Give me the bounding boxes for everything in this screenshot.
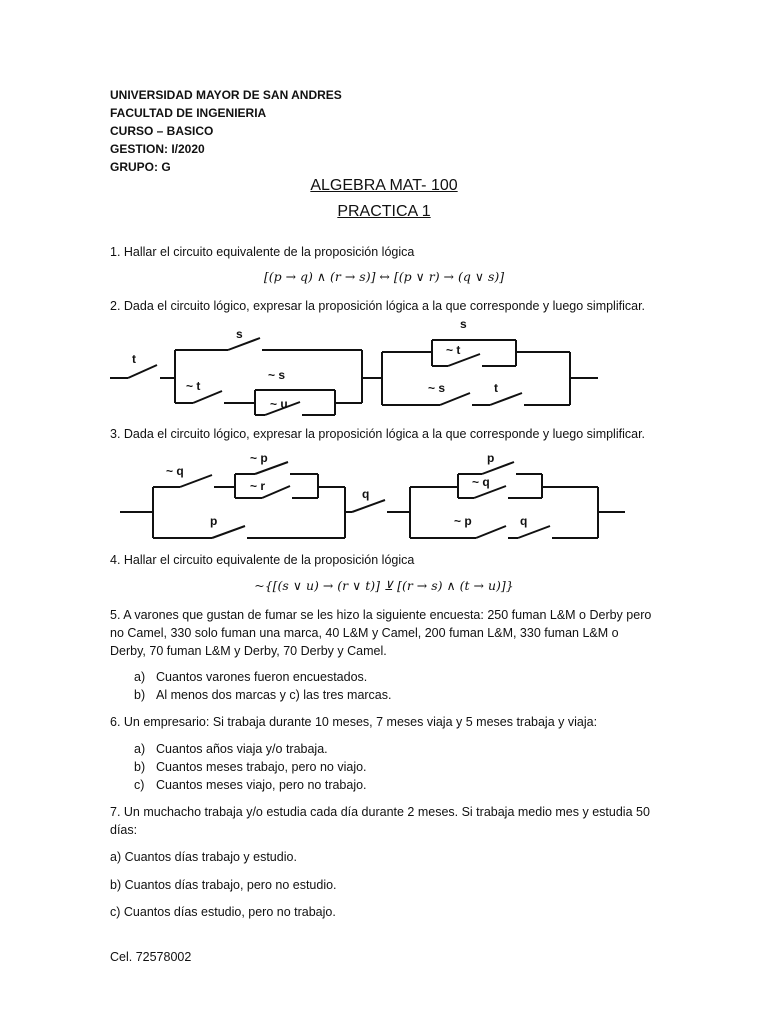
circuit-label: ~ u — [270, 397, 288, 411]
question-7-b: b) Cuantos días trabajo, pero no estudio. — [110, 878, 337, 892]
circuit-label: ~ s — [428, 381, 446, 395]
circuit-label: ~ p — [454, 514, 472, 528]
question-6: 6. Un empresario: Si trabaja durante 10 meses, 7 meses viaja y 5 meses trabaja y viaja: — [110, 715, 598, 729]
circuit-label: p — [210, 514, 218, 528]
question-2: 2. Dada el circuito lógico, expresar la proposición lógica a la que corresponde y luego simplificar. — [110, 299, 646, 313]
circuit-label: s — [236, 327, 243, 341]
header-course: CURSO – BASICO — [110, 124, 214, 138]
circuit-label: ~ t — [186, 379, 201, 393]
circuit-label: ~ t — [446, 343, 461, 357]
circuit-q2 — [110, 317, 598, 415]
question-7-c: c) Cuantos días estudio, pero no trabajo. — [110, 905, 336, 919]
circuit-label: q — [362, 487, 370, 501]
circuit-label: t — [132, 352, 136, 366]
list-item: a) Cuantos años viaja y/o trabaja. — [134, 742, 328, 756]
formula-1: [(p → q) ∧ (r → s)] ↔ [(p ∨ r) → (q ∨ s)] — [263, 269, 505, 284]
header-university: UNIVERSIDAD MAYOR DE SAN ANDRES — [110, 88, 342, 102]
question-7: 7. Un muchacho trabaja y/o estudia cada día durante 2 meses. Si trabaja medio mes y estudia 50 días: — [110, 805, 650, 837]
circuit-label: q — [520, 514, 528, 528]
circuit-label: ~ p — [250, 451, 268, 465]
formula-4: ~{[(s ∨ u) → (r ∨ t)] ⊻ [(r → s) ∧ (t → u)]} — [254, 578, 514, 593]
question-4: 4. Hallar el circuito equivalente de la proposición lógica — [110, 553, 415, 567]
page-title: ALGEBRA MAT- 100 — [310, 177, 458, 194]
list-item: c) Cuantos meses viajo, pero no trabajo. — [134, 778, 367, 792]
circuit-label: ~ s — [268, 368, 286, 382]
question-3: 3. Dada el circuito lógico, expresar la proposición lógica a la que corresponde y luego simplificar. — [110, 427, 646, 441]
list-item: b) Al menos dos marcas y c) las tres marcas. — [134, 688, 392, 702]
circuit-label: ~ r — [250, 479, 266, 493]
circuit-label: ~ q — [472, 475, 490, 489]
question-7-a: a) Cuantos días trabajo y estudio. — [110, 850, 297, 864]
circuit-label: t — [494, 381, 498, 395]
list-item: a) Cuantos varones fueron encuestados. — [134, 670, 368, 684]
circuit-q3 — [120, 451, 625, 538]
circuit-label: ~ q — [166, 464, 184, 478]
question-5: 5. A varones que gustan de fumar se les hizo la siguiente encuesta: 250 fuman L&M o Derby pero no Camel, 330 solo fuman una marca, 40 L&M y Camel, 200 fuman L&M, 330 fuman L&M o Derby, 70 fuman L&M y Derby, 70 Derby y Camel. — [110, 608, 652, 658]
circuit-label: s — [460, 317, 467, 331]
circuit-label: p — [487, 451, 495, 465]
header-faculty: FACULTAD DE INGENIERIA — [110, 106, 267, 120]
header-group: GRUPO: G — [110, 160, 171, 174]
footer-phone: Cel. 72578002 — [110, 950, 192, 964]
list-item: b) Cuantos meses trabajo, pero no viajo. — [134, 760, 367, 774]
page-subtitle: PRACTICA 1 — [337, 203, 431, 220]
header-gestion: GESTION: I/2020 — [110, 142, 205, 156]
question-1: 1. Hallar el circuito equivalente de la proposición lógica — [110, 245, 415, 259]
